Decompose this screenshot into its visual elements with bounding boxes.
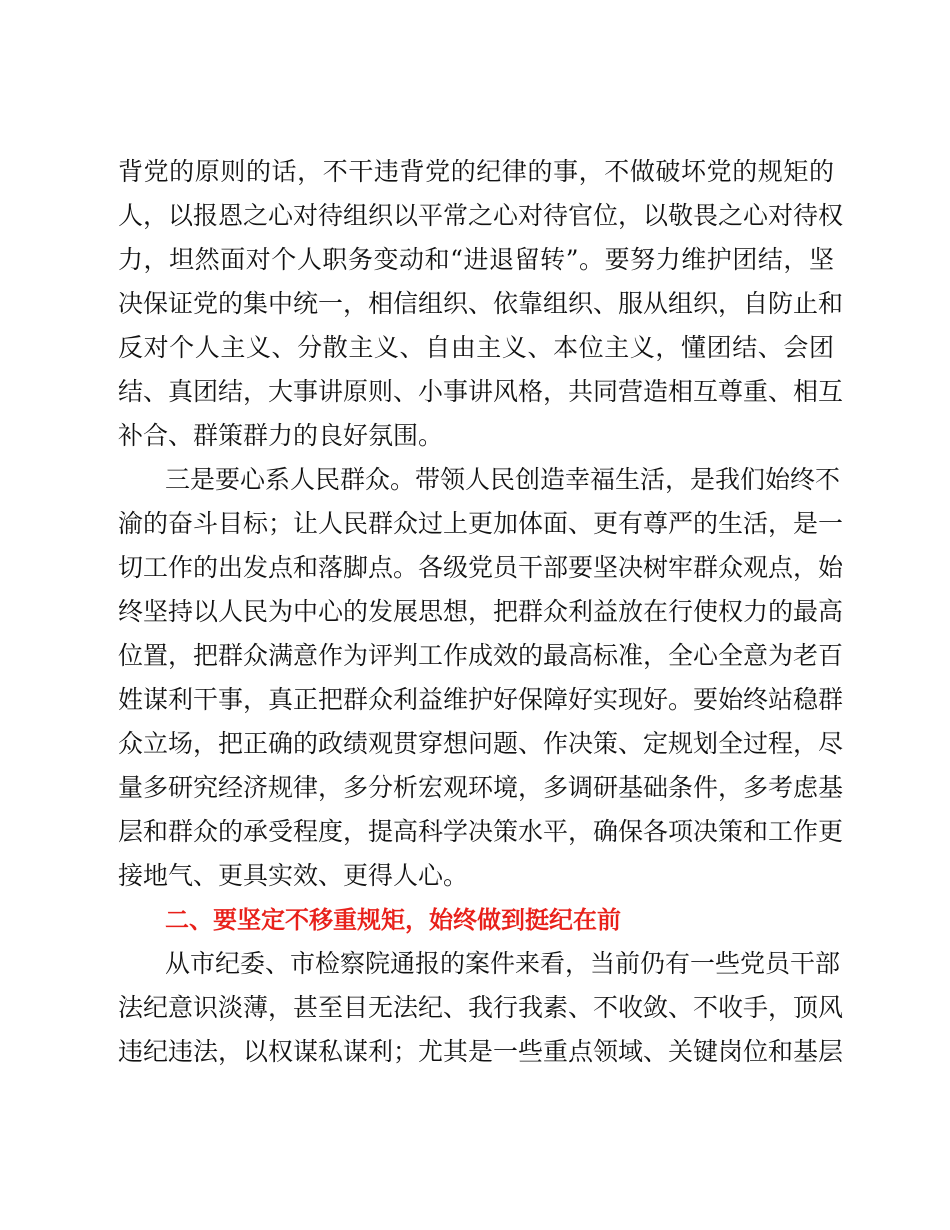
para2-line-10: 接地气、更具实效、更得人心。 xyxy=(118,861,469,890)
para1-line-3: 力，坦然面对个人职务变动和“进退留转”。要努力维护团结，坚 xyxy=(118,245,834,274)
para2-line-3: 切工作的出发点和落脚点。各级党员干部要坚决树牢群众观点，始 xyxy=(118,553,844,582)
para3-line-1: 从市纪委、市检察院通报的案件来看，当前仍有一些党员干部 xyxy=(165,949,841,978)
section-heading: 二、要坚定不移重规矩，始终做到挺纪在前 xyxy=(165,906,621,934)
para2-line-6: 姓谋利干事，真正把群众利益维护好保障好实现好。要始终站稳群 xyxy=(118,685,844,714)
para1-line-7: 补合、群策群力的良好氛围。 xyxy=(118,421,444,450)
para2-line-2: 渝的奋斗目标；让人民群众过上更加体面、更有尊严的生活，是一 xyxy=(118,509,844,538)
para2-line-9: 层和群众的承受程度，提高科学决策水平，确保各项决策和工作更 xyxy=(118,817,844,846)
para2-line-8: 量多研究经济规律，多分析宏观环境，多调研基础条件，多考虑基 xyxy=(118,773,844,802)
para2-line-1: 三是要心系人民群众。带领人民创造幸福生活，是我们始终不 xyxy=(165,465,841,494)
para1-line-6: 结、真团结，大事讲原则、小事讲风格，共同营造相互尊重、相互 xyxy=(118,377,844,406)
para2-line-4: 终坚持以人民为中心的发展思想，把群众利益放在行使权力的最高 xyxy=(118,597,844,626)
para2-line-5: 位置，把群众满意作为评判工作成效的最高标准，全心全意为老百 xyxy=(118,641,844,670)
para3-line-2: 法纪意识淡薄，甚至目无法纪、我行我素、不收敛、不收手，顶风 xyxy=(118,993,844,1022)
para1-line-1: 背党的原则的话，不干违背党的纪律的事，不做破坏党的规矩的 xyxy=(118,157,834,186)
para3-line-3: 违纪违法，以权谋私谋利；尤其是一些重点领域、关键岗位和基层 xyxy=(118,1037,844,1066)
para2-line-7: 众立场，把正确的政绩观贯穿想问题、作决策、定规划全过程，尽 xyxy=(118,729,844,758)
para1-line-4: 决保证党的集中统一，相信组织、依靠组织、服从组织，自防止和 xyxy=(118,289,844,318)
para1-line-5: 反对个人主义、分散主义、自由主义、本位主义，懂团结、会团 xyxy=(118,333,834,362)
para1-line-2: 人，以报恩之心对待组织以平常之心对待官位，以敬畏之心对待权 xyxy=(118,201,844,230)
